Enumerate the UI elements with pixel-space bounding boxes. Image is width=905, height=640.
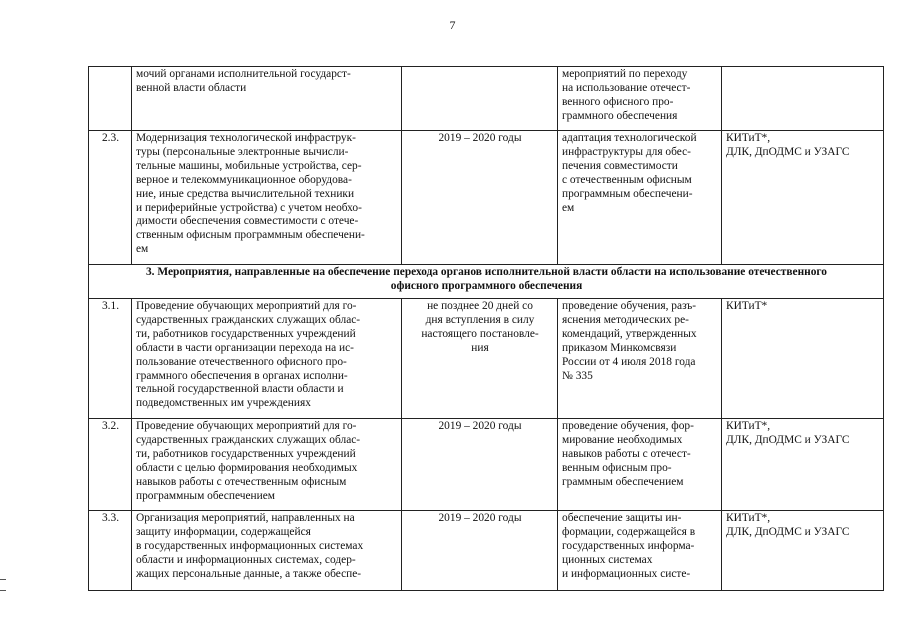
- measure-executor: КИТиТ*, ДЛК, ДпОДМС и УЗАГС: [722, 419, 884, 511]
- measure-result: адаптация технологической инфраструктуры для обес- печения совместимости с отечественным офисным программным обеспечени- ем: [558, 131, 722, 265]
- measures-table: [88, 66, 884, 591]
- table-row: [89, 67, 884, 131]
- table-row: [89, 511, 884, 591]
- measure-description: Проведение обучающих мероприятий для го- сударственных гражданских служащих облас- ти, работников государственных учреждений области в части организации перехода на ис- пользование отечественного офисного про- граммного обеспечения в органах исполни- тельной государственной власти области и подведомственных им учреждениях: [132, 299, 402, 419]
- table-row: [89, 299, 884, 419]
- table-row: [89, 419, 884, 511]
- page-number: 7: [449, 18, 456, 32]
- row-number: 3.2.: [89, 419, 132, 511]
- row-number: [89, 67, 132, 131]
- measure-term: 2019 – 2020 годы: [402, 419, 558, 511]
- measure-description: Проведение обучающих мероприятий для го- сударственных гражданских служащих облас- ти, работников государственных учреждений области с целью формирования необходимых навыков работы с отечественным офисным программным обеспечением: [132, 419, 402, 511]
- measure-executor: КИТиТ*, ДЛК, ДпОДМС и УЗАГС: [722, 131, 884, 265]
- section-header-row: [89, 265, 884, 299]
- margin-mark: [0, 579, 6, 580]
- measure-result: проведение обучения, разъ- яснения методических ре- комендаций, утвержденных приказом Минкомсвязи России от 4 июля 2018 года № 335: [558, 299, 722, 419]
- measure-result: мероприятий по переходу на использование отечест- венного офисного про- граммного обеспечения: [558, 67, 722, 131]
- table-row: [89, 131, 884, 265]
- measure-description: Организация мероприятий, направленных на защиту информации, содержащейся в государственных информационных системах области и информационных системах, содер- жащих персональные данные, а также обеспе-: [132, 511, 402, 591]
- measure-term: 2019 – 2020 годы: [402, 131, 558, 265]
- measure-term: 2019 – 2020 годы: [402, 511, 558, 591]
- measure-executor: КИТиТ*: [722, 299, 884, 419]
- measure-result: обеспечение защиты ин- формации, содержащейся в государственных информа- ционных системах и информационных систе-: [558, 511, 722, 591]
- row-number: 3.1.: [89, 299, 132, 419]
- section-title: 3. Мероприятия, направленные на обеспечение перехода органов исполнительной власти области на использование отечественного офисного программного обеспечения: [89, 265, 884, 299]
- measure-result: проведение обучения, фор- мирование необходимых навыков работы с отечест- венным офисным про- граммным обеспечением: [558, 419, 722, 511]
- measure-executor: [722, 67, 884, 131]
- row-number: 2.3.: [89, 131, 132, 265]
- measure-description: мочий органами исполнительной государст- венной власти области: [132, 67, 402, 131]
- row-number: 3.3.: [89, 511, 132, 591]
- margin-mark: [0, 590, 6, 591]
- measure-description: Модернизация технологической инфраструк- туры (персональные электронные вычисли- тельные машины, мобильные устройства, сер- верное и телекоммуникационное оборудова- ние, иные средства вычислительной техники и периферийные устройства) с учетом необхо- димости обеспечения совместимости с отече- ственным офисным программным обеспечени- ем: [132, 131, 402, 265]
- measure-term: [402, 67, 558, 131]
- measure-term: не позднее 20 дней со дня вступления в силу настоящего постановле- ния: [402, 299, 558, 419]
- measure-executor: КИТиТ*, ДЛК, ДпОДМС и УЗАГС: [722, 511, 884, 591]
